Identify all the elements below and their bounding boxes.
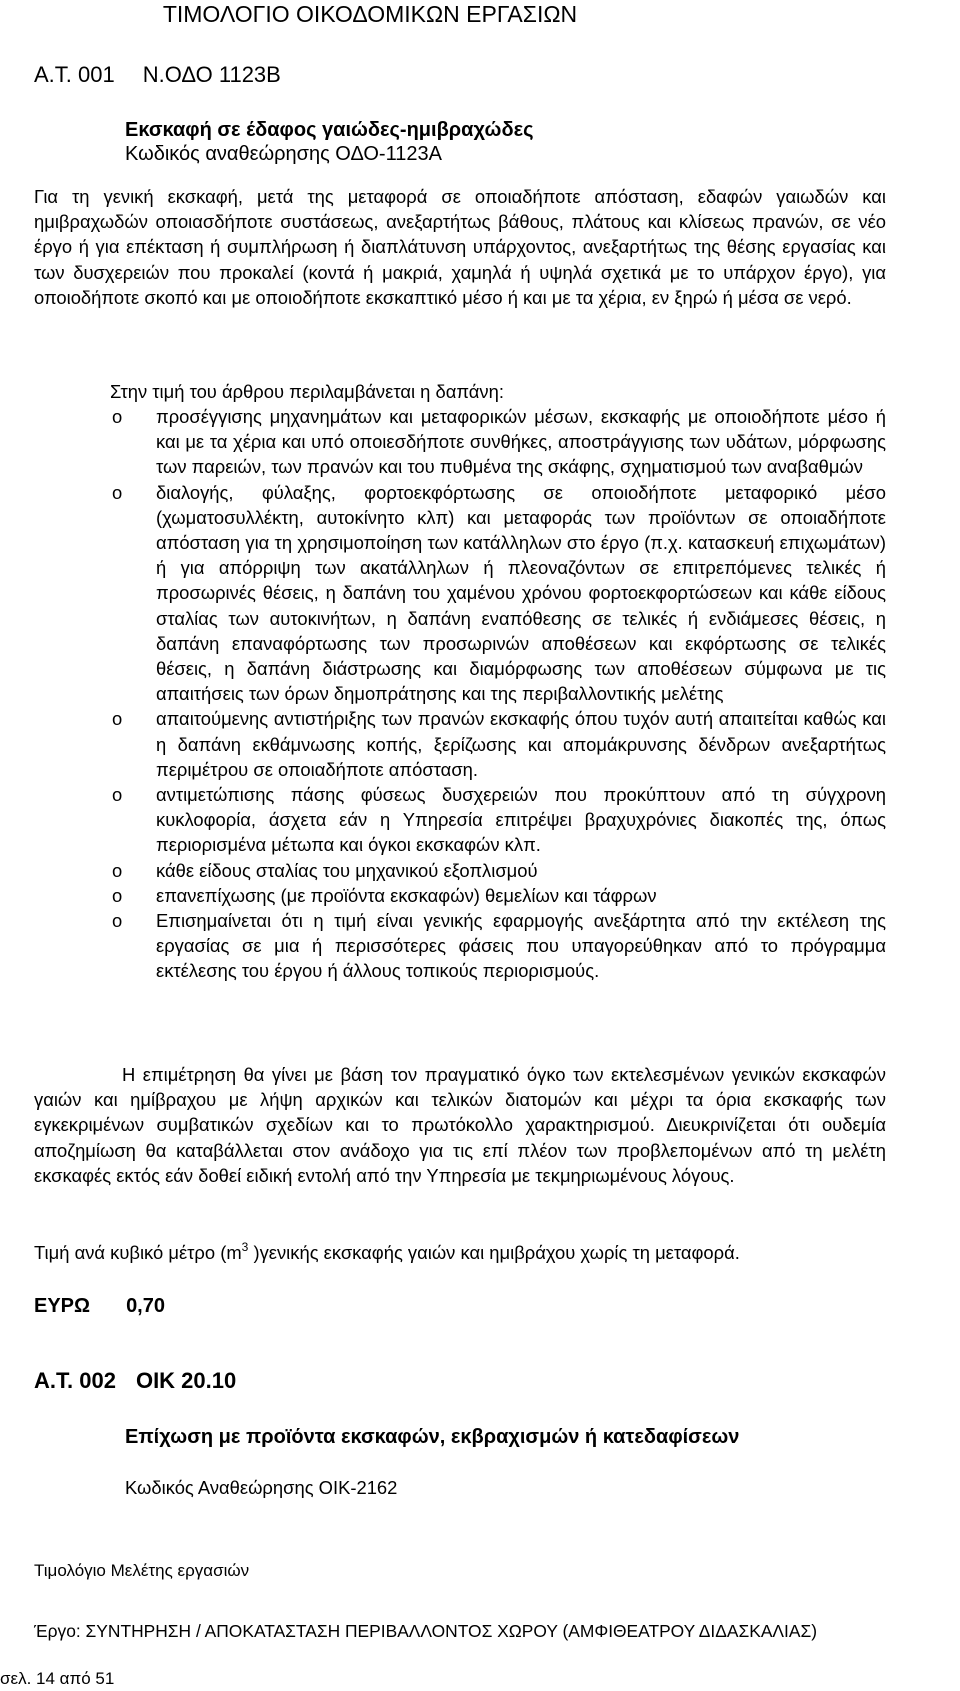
price-text-after: )γενικής εκσκαφής γαιών και ημιβράχου χωρίς τη μεταφορά. <box>248 1242 740 1263</box>
price-text-superscript: 3 <box>241 1240 249 1254</box>
bullet-marker: o <box>112 859 123 881</box>
footer-doc-type: Τιμολόγιο Μελέτης εργασιών <box>34 1561 250 1580</box>
bullet-marker: o <box>112 406 123 427</box>
article-2-number: Α.Τ. 002 <box>34 1368 116 1393</box>
bullet-marker: o <box>112 708 123 730</box>
list-item-text: απαιτούμενης αντιστήριξης των πρανών εκσκαφής όπου τυχόν αυτή απαιτείται καθώς και η δαπάνη εκθάμνωσης κοπής, ξερίζωσης και απομάκρυνσης δένδρων ανεξαρτήτως περιμέτρου σε οποιαδήποτε απόσταση. <box>156 708 886 780</box>
article-2-code: ΟΙΚ 20.10 <box>135 1368 237 1393</box>
article-1-number: Α.Τ. 001 <box>34 62 115 87</box>
article-1-price <box>34 1293 165 1319</box>
article-1-name: Εκσκαφή σε έδαφος γαιώδες-ημιβραχώδες <box>125 119 534 141</box>
article-1-description: Για τη γενική εκσκαφή, μετά της μεταφορά σε οποιαδήποτε απόσταση, εδαφών γαιωδών και ημιβραχωδών οποιασδήποτε συστάσεως, ανεξαρτήτως βάθους, πλάτους και κλίσεως πρανών, σε νέο έργο ή για επέκταση ή συμπλήρωση ή διαπλάτυνση υπάρχοντος, ανεξαρτήτως της θέσης εργασίας και των δυσχερειών που προκαλεί (κοντά ή μακριά, χαμηλά ή υψηλά σχετικά με το υπάρχον έργο), για οποιοδήποτε σκοπό και με οποιοδήποτε εκσκαπτικό μέσο ή και με τα χέρια, εν ξηρώ ή μέσα σε νερό. <box>34 186 886 308</box>
article-1-measurement-note: Η επιμέτρηση θα γίνει με βάση τον πραγματικό όγκο των εκτελεσμένων γενικών εκσκαφών γαιών και ημίβραχου με λήψη αρχικών και τελικών διατομών και μέχρι τα όρια εκσκαφής των εγκεκριμένων συμβατικών σχεδίων και το πρωτόκολλο χαρακτηρισμού. Διευκρινίζεται ότι ουδεμία αποζημίωση θα καταβάλλεται στον ανάδοχο για τις επί πλέον των προβλεπομένων από τη μελέτη εκσκαφές εκτός εάν δοθεί ειδική εντολή από την Υπηρεσία με τεκμηριωμένους λόγους. <box>34 1064 886 1186</box>
list-item-text: αντιμετώπισης πάσης φύσεως δυσχερειών που προκύπτουν από τη σύγχρονη κυκλοφορία, άσχετα εάν η Υπηρεσία επιτρέψει βραχυχρόνιες διακοπές της, όπως περιορισμένα μέτωπα και όγκοι εκσκαφών κλπ. <box>156 784 886 856</box>
price-text-before: Τιμή ανά κυβικό μέτρο (m <box>34 1242 242 1263</box>
price-amount: 0,70 <box>126 1295 165 1317</box>
list-item <box>108 858 886 883</box>
footer-page-number: σελ. 14 από 51 <box>0 1669 115 1688</box>
list-item <box>108 480 886 707</box>
list-item <box>108 404 886 480</box>
document-title: ΤΙΜΟΛΟΓΙΟ ΟΙΚΟΔΟΜΙΚΩΝ ΕΡΓΑΣΙΩΝ <box>162 1 578 27</box>
list-item <box>108 782 886 858</box>
article-1-includes-intro: Στην τιμή του άρθρου περιλαμβάνεται η δαπάνη: <box>110 381 504 402</box>
footer-project: Έργο: ΣΥΝΤΗΡΗΣΗ / ΑΠΟΚΑΤΑΣΤΑΣΗ ΠΕΡΙΒΑΛΛΟΝΤΟΣ ΧΩΡΟΥ (ΑΜΦΙΘΕΑΤΡΟΥ ΔΙΔΑΣΚΑΛΙΑΣ) <box>34 1621 818 1641</box>
article-2-name: Επίχωση με προϊόντα εκσκαφών, εκβραχισμών ή κατεδαφίσεων <box>125 1426 740 1448</box>
price-currency: ΕΥΡΩ <box>34 1295 91 1317</box>
list-item <box>108 883 886 908</box>
article-1-code: Ν.ΟΔΟ 1123Β <box>142 62 281 87</box>
bullet-marker: o <box>112 481 123 503</box>
list-item-text: προσέγγισης μηχανημάτων και μεταφορικών μέσων, εκσκαφής με οποιοδήποτε μέσο ή και με τα χέρια και υπό οποιεσδήποτε συνθήκες, αποστράγγισης των υδάτων, μόρφωσης των παρειών, των πρανών και του πυθμένα της σκάφης, σχηματισμού των αναβαθμών <box>156 406 886 478</box>
list-item-text: επανεπίχωσης (με προϊόντα εκσκαφών) θεμελίων και τάφρων <box>156 884 657 906</box>
article-2-revision-code: Κωδικός Αναθεώρησης ΟΙΚ-2162 <box>125 1477 398 1498</box>
list-item-text: κάθε είδους σταλίας του μηχανικού εξοπλισμού <box>156 859 538 881</box>
list-item-text: διαλογής, φύλαξης, φορτοεκφόρτωσης σε οποιοδήποτε μεταφορικό μέσο (χωματοσυλλέκτη, αυτοκίνητο κλπ) και μεταφοράς των προϊόντων σε οποιαδήποτε απόσταση για τη χρησιμοποίηση των κατάλληλων στο έργο (π.χ. κατασκευή επιχωμάτων) ή για απόρριψη των ακατάλληλων ή πλεοναζόντων σε επιτρεπόμενες τελικές ή προσωρινές θέσεις, η δαπάνη του χαμένου χρόνου φορτοεκφορτώσεων και κάθε είδους σταλίας των αυτοκινήτων, η δαπάνη εναπόθεσης σε τελικές ή ενδιάμεσες θέσεις, η δαπάνη επαναφόρτωσης των προσωρινών αποθέσεων και εκφόρτωσης σε τελικές θέσεις, η δαπάνη διάστρωσης και διαμόρφωσης των αποθέσεων σύμφωνα με τις απαιτήσεις των όρων δημοπράτησης και της περιβαλλοντικής μελέτης <box>156 481 886 705</box>
article-2-heading <box>34 1368 236 1394</box>
list-item <box>108 706 886 782</box>
list-item <box>108 908 886 984</box>
list-item-text: Επισημαίνεται ότι η τιμή είναι γενικής εφαρμογής ανεξάρτητα από την εκτέλεση της εργασίας σε μια ή περισσότερες φάσεις που υπαγορεύθηκαν από το πρόγραμμα εκτέλεσης του έργου ή άλλους τοπικούς περιορισμούς. <box>156 910 886 982</box>
article-1-included-costs-list <box>108 404 886 984</box>
bullet-marker: o <box>112 884 123 906</box>
bullet-marker: o <box>112 784 123 806</box>
article-1-price-description <box>34 1235 740 1265</box>
article-1-heading <box>34 62 281 88</box>
article-1-revision-code: Κωδικός αναθεώρησης ΟΔΟ-1123Α <box>125 143 442 165</box>
bullet-marker: o <box>112 910 123 932</box>
